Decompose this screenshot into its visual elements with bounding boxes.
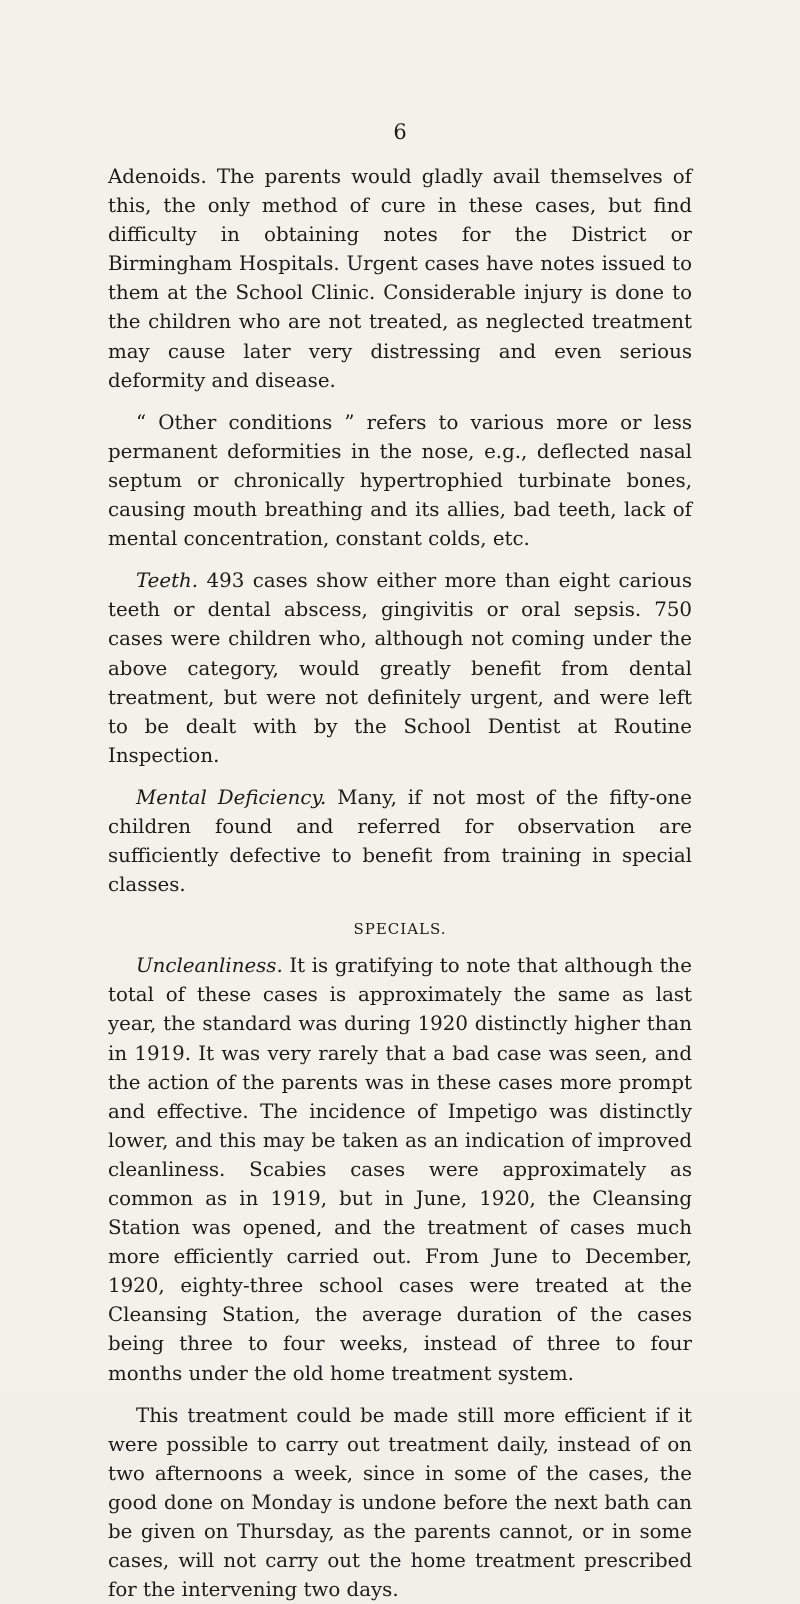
uncleanliness-text: It is gratifying to note that although the total of these cases is approximately the same as last year, the standard was during 1920 distinctly higher than in 1919. It was very rarely that a bad case was seen, and the action of the parents was in these cases more prompt and effective. The incidence of Impetigo was distinctly lower, and this may be taken as an indication of improved cleanliness. Scabies cases were approximately as common as in 1919, but in June, 1920, the Cleansing Station was opened, and the treatment of cases much more efficiently carried out. From June to December, 1920, eighty-three school cases were treated at the Cleansing Station, the average duration of the cases being three to four weeks, instead of three to four months under the old home treatment system. xyxy=(108,954,692,1385)
paragraph-treatment: This treatment could be made still more efficient if it were possible to carry out treatment daily, instead of on two afternoons a week, since in some of the cases, the good done on Monday is undone before the next bath can be given on Thursday, as the parents cannot, or in some cases, will not carry out the home treatment prescribed for the intervening two days. xyxy=(108,1403,692,1602)
paragraph-adenoids: Adenoids. The parents would gladly avail themselves of this, the only method of cure in these cases, but find difficulty in obtaining notes for the District or Birmingham Hospitals. Urgent cases have notes issued to them at the School Clinic. Considerable injury is done to the children who are not treated, as neglected treatment may cause later very distressing and even serious deformity and disease. xyxy=(108,165,692,392)
teeth-text: 493 cases show either more than eight carious teeth or dental abscess, gingivitis or oral sepsis. 750 cases were children who, although not coming under the above category, would greatly benefit from dental treatment, but were not definitely urgent, and were left to be dealt with by the School Dentist at Routine Inspection. xyxy=(108,569,692,767)
paragraph-mental-deficiency xyxy=(108,783,692,899)
page-number: 6 xyxy=(393,120,407,144)
paragraph-teeth xyxy=(108,566,692,770)
uncleanliness-lead: Uncleanliness. xyxy=(136,954,283,978)
mental-deficiency-lead: Mental Deficiency. xyxy=(136,785,327,809)
paragraph-uncleanliness xyxy=(108,951,692,1387)
mental-deficiency-text: Many, if not most of the fifty-one children found and referred for observation are sufficiently defective to benefit from training in special classes. xyxy=(108,785,692,897)
paragraph-other-conditions: “ Other conditions ” refers to various more or less permanent deformities in the nose, e.g., deflected nasal septum or chronically hypertrophied turbinate bones, causing mouth breathing and its allies, bad teeth, lack of mental concentration, constant colds, etc. xyxy=(108,410,692,551)
teeth-lead: Teeth. xyxy=(136,569,199,593)
page-body xyxy=(108,162,692,1604)
section-heading-specials: SPECIALS. xyxy=(353,920,447,939)
